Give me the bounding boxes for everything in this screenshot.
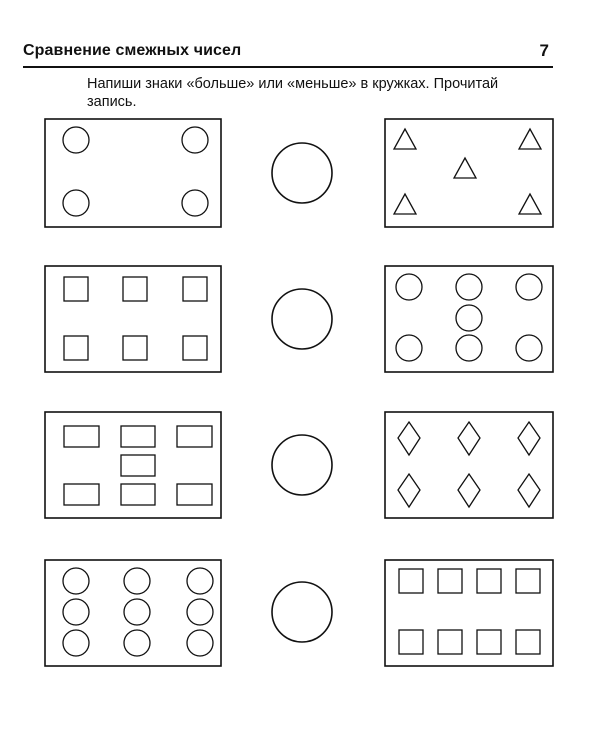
figure-circle — [456, 305, 482, 331]
left-box-1 — [45, 119, 221, 227]
figure-circle — [182, 190, 208, 216]
left-figures-3 — [64, 426, 212, 505]
figure-triangle — [519, 194, 541, 214]
figure-square — [516, 630, 540, 654]
right-figures-4 — [399, 569, 540, 654]
figure-square — [477, 569, 501, 593]
figure-circle — [124, 599, 150, 625]
left-box-2 — [45, 266, 221, 372]
exercise-row-3 — [45, 412, 553, 518]
figure-circle — [456, 335, 482, 361]
figure-square — [64, 277, 88, 301]
figure-rectangle — [177, 426, 212, 447]
left-figures-2 — [64, 277, 207, 360]
exercise-row-2 — [45, 266, 553, 372]
right-box-3 — [385, 412, 553, 518]
figure-circle — [63, 630, 89, 656]
figure-triangle — [519, 129, 541, 149]
right-box-1 — [385, 119, 553, 227]
right-figures-3 — [398, 422, 540, 507]
figure-square — [399, 569, 423, 593]
left-figures-4 — [63, 568, 213, 656]
figure-circle — [63, 127, 89, 153]
figure-square — [123, 336, 147, 360]
exercise-row-1 — [45, 119, 553, 227]
figure-circle — [456, 274, 482, 300]
answer-circle-2[interactable] — [272, 289, 332, 349]
right-figures-2 — [396, 274, 542, 361]
figure-diamond — [398, 422, 420, 455]
figure-rectangle — [177, 484, 212, 505]
figure-circle — [516, 335, 542, 361]
figure-circle — [396, 335, 422, 361]
right-box-2 — [385, 266, 553, 372]
figure-circle — [124, 568, 150, 594]
right-box-4 — [385, 560, 553, 666]
left-box-3 — [45, 412, 221, 518]
figure-diamond — [518, 474, 540, 507]
figure-triangle — [394, 194, 416, 214]
figure-square — [183, 336, 207, 360]
figure-square — [438, 630, 462, 654]
figure-circle — [63, 599, 89, 625]
figure-square — [183, 277, 207, 301]
figure-circle — [187, 568, 213, 594]
figure-square — [399, 630, 423, 654]
answer-circle-1[interactable] — [272, 143, 332, 203]
figure-rectangle — [64, 484, 99, 505]
figure-rectangle — [121, 484, 155, 505]
figure-circle — [124, 630, 150, 656]
figure-diamond — [458, 474, 480, 507]
figure-triangle — [394, 129, 416, 149]
section-title: Сравнение смежных чисел — [23, 42, 242, 59]
figure-square — [516, 569, 540, 593]
figure-circle — [516, 274, 542, 300]
figure-rectangle — [121, 426, 155, 447]
page-number: 7 — [539, 41, 549, 60]
figure-square — [477, 630, 501, 654]
figure-diamond — [398, 474, 420, 507]
figure-diamond — [458, 422, 480, 455]
figure-circle — [396, 274, 422, 300]
figure-circle — [63, 190, 89, 216]
figure-circle — [187, 599, 213, 625]
figure-circle — [63, 568, 89, 594]
left-box-4 — [45, 560, 221, 666]
figure-rectangle — [121, 455, 155, 476]
figure-triangle — [454, 158, 476, 178]
figure-square — [64, 336, 88, 360]
figure-rectangle — [64, 426, 99, 447]
figure-circle — [182, 127, 208, 153]
answer-circle-4[interactable] — [272, 582, 332, 642]
left-figures-1 — [63, 127, 208, 216]
right-figures-1 — [394, 129, 541, 214]
figure-square — [438, 569, 462, 593]
figure-square — [123, 277, 147, 301]
answer-circle-3[interactable] — [272, 435, 332, 495]
figure-diamond — [518, 422, 540, 455]
exercise-row-4 — [45, 560, 553, 666]
instruction-text: Напиши знаки «больше» или «меньше» в кружках. Прочитай запись. — [87, 76, 499, 110]
figure-circle — [187, 630, 213, 656]
